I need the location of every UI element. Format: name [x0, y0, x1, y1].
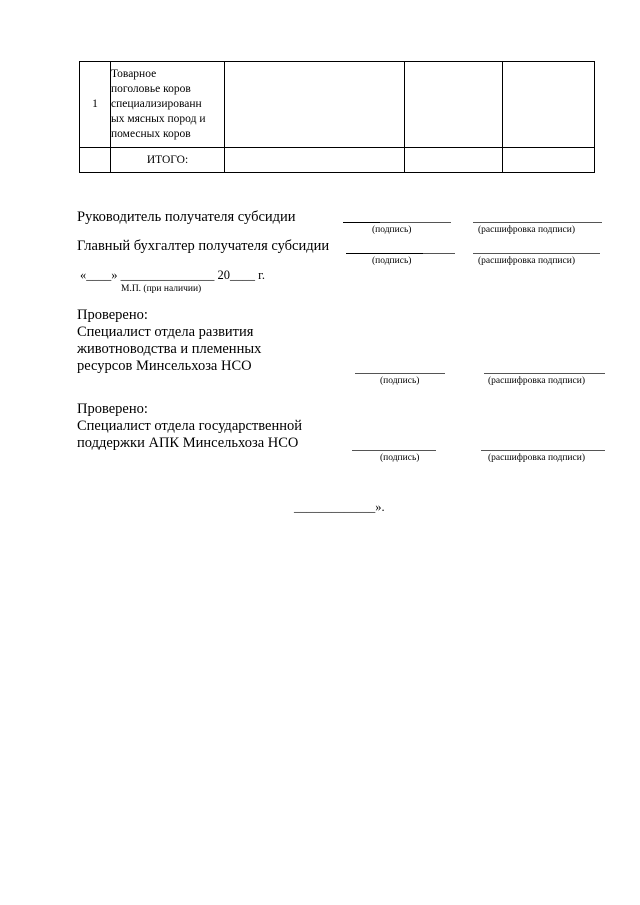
decoding-line [473, 253, 600, 254]
table-cell [80, 148, 111, 173]
decoding-caption: (расшифровка подписи) [488, 376, 585, 386]
table-cell [405, 62, 503, 148]
signature-line [352, 450, 436, 451]
total-label: ИТОГО: [111, 148, 225, 173]
stamp-caption: М.П. (при наличии) [121, 284, 202, 294]
closing-text: _____________». [294, 500, 385, 514]
signature-caption: (подпись) [372, 225, 412, 235]
verified-heading: Проверено: [77, 401, 148, 417]
signature-caption: (подпись) [380, 376, 420, 386]
description-line: ых мясных пород и [111, 113, 206, 125]
verified-heading: Проверено: [77, 307, 148, 323]
decoding-caption: (расшифровка подписи) [478, 225, 575, 235]
signature-line [423, 253, 455, 254]
decoding-line [484, 373, 605, 374]
verified-line: животноводства и племенных [77, 341, 262, 357]
verified-block [77, 401, 302, 452]
table-row [80, 62, 595, 148]
signature-caption: (подпись) [372, 256, 412, 266]
decoding-caption: (расшифровка подписи) [478, 256, 575, 266]
decoding-line [473, 222, 602, 223]
table-cell [225, 62, 405, 148]
verified-line: поддержки АПК Минсельхоза НСО [77, 435, 299, 451]
description-line: Товарное [111, 68, 157, 80]
head-label: Руководитель получателя субсидии [77, 209, 296, 225]
verified-line: ресурсов Минсельхоза НСО [77, 358, 252, 374]
table-cell [503, 62, 595, 148]
signature-line [346, 253, 423, 254]
table-cell [225, 148, 405, 173]
verified-block [77, 307, 261, 375]
signature-line [355, 373, 445, 374]
description-line: специализированн [111, 98, 202, 110]
decoding-line [481, 450, 605, 451]
signature-line [343, 222, 380, 223]
decoding-caption: (расшифровка подписи) [488, 453, 585, 463]
row-description [111, 62, 225, 148]
description-line: помесных коров [111, 128, 191, 140]
row-number: 1 [80, 62, 111, 148]
subsidy-table [79, 61, 595, 173]
verified-line: Специалист отдела развития [77, 324, 254, 340]
table-cell [503, 148, 595, 173]
signature-line [380, 222, 451, 223]
accountant-label: Главный бухгалтер получателя субсидии [77, 238, 330, 254]
signature-caption: (подпись) [380, 453, 420, 463]
table-cell [405, 148, 503, 173]
description-line: поголовье коров [111, 83, 191, 95]
date-line: «____» _______________ 20____ г. [80, 268, 265, 282]
total-row [80, 148, 595, 173]
verified-line: Специалист отдела государственной [77, 418, 302, 434]
